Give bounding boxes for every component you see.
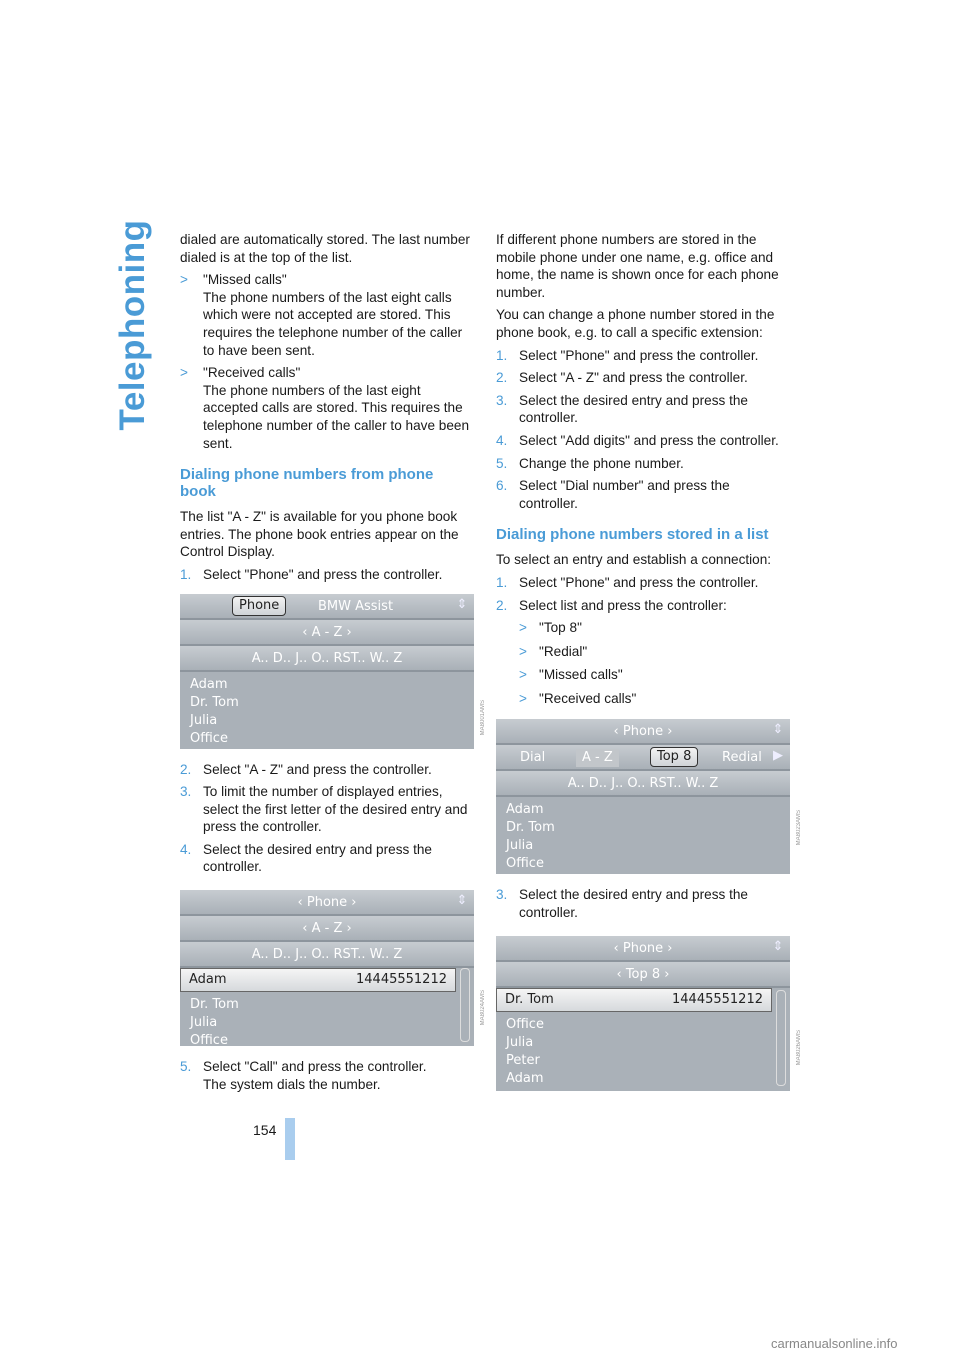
list-tabs <box>496 745 790 771</box>
list-item[interactable]: Julia <box>190 1015 218 1031</box>
entry-list <box>180 672 474 752</box>
step-5: 5. Select "Call" and press the controller. The system dials the number. <box>180 1059 427 1092</box>
title-bar: ‹ Phone › ⇕ <box>180 890 474 916</box>
right-para-2: You can change a phone number stored in the phone book, e.g. to call a specific extension: <box>496 307 775 340</box>
tab-a-z[interactable]: A - Z <box>576 749 619 767</box>
list-item[interactable]: Peter <box>506 1052 540 1068</box>
screen-phone-az <box>180 594 474 749</box>
edit-step-4: 4. Select "Add digits" and press the controller. <box>496 432 779 448</box>
left-column <box>180 231 472 1098</box>
arrow-right-icon[interactable]: ▶ <box>773 748 783 764</box>
watermark: carmanualsonline.info <box>771 1336 898 1351</box>
list-item[interactable]: Julia <box>506 838 534 854</box>
list-selector[interactable]: ‹ A - Z › <box>180 916 474 942</box>
edit-step-3: 3. Select the desired entry and press the controller. <box>496 392 748 426</box>
sub-redial: > "Redial" <box>519 643 588 659</box>
heading-stored-list: Dialing phone numbers stored in a list <box>496 526 769 544</box>
right-para-1: If different phone numbers are stored in the mobile phone under one name, e.g. office and home, the name is shown once for each phone number. <box>496 232 779 300</box>
list-item[interactable]: Adam <box>506 802 544 818</box>
title-bar: ‹ Phone › ⇕ <box>496 719 790 745</box>
phonebook-para: The list "A - Z" is available for you phone book entries. The phone book entries appear on the Control Display. <box>180 509 459 560</box>
chapter-title: Telephoning <box>113 219 152 431</box>
list-item[interactable]: Dr. Tom <box>506 820 555 836</box>
controller-icon: ⇕ <box>772 722 784 738</box>
list-item[interactable]: Julia <box>506 1034 534 1050</box>
list-selector[interactable]: ‹ A - Z › <box>180 620 474 646</box>
title-bar: ‹ Phone › ⇕ <box>496 936 790 962</box>
letter-bar[interactable]: A.. D.. J.. O.. RST.. W.. Z <box>180 646 474 672</box>
bullet-missed: > "Missed calls" The phone numbers of the last eight calls which were not accepted are stored. This requires the telephone number of the caller to have been sent. <box>180 272 463 358</box>
step-3: 3. To limit the number of displayed entries, select the first letter of the desired entry and press the controller. <box>180 784 468 835</box>
right-column <box>496 231 790 1103</box>
scrollbar[interactable] <box>460 968 470 1042</box>
tab-top8[interactable]: Top 8 <box>650 747 698 767</box>
list-item[interactable]: Office <box>506 856 544 872</box>
tab-phone[interactable]: Phone <box>232 596 286 616</box>
step-2: 2. Select "A - Z" and press the controller. <box>180 761 432 777</box>
sub-top8: > "Top 8" <box>519 620 582 636</box>
step-4: 4. Select the desired entry and press the controller. <box>180 841 432 875</box>
screen-phone-entry <box>180 890 474 1049</box>
bullet-received: > "Received calls" The phone numbers of the last eight accepted calls are stored. This requires the telephone number of the caller to have been sent. <box>180 365 470 451</box>
list-step-1: 1. Select "Phone" and press the controller. <box>496 574 759 590</box>
right-para-3: To select an entry and establish a connection: <box>496 552 772 568</box>
selected-entry[interactable]: Adam 14445551212 <box>180 968 456 992</box>
list-selector[interactable]: ‹ Top 8 › <box>496 962 790 988</box>
list-step-3: 3. Select the desired entry and press the controller. <box>496 887 748 921</box>
edit-step-1: 1. Select "Phone" and press the controller. <box>496 347 759 363</box>
page-number: 154 <box>253 1122 277 1138</box>
entry-list <box>180 992 474 1054</box>
intro-text: dialed are automatically stored. The last number dialed is at the top of the list. <box>180 232 470 265</box>
edit-step-5: 5. Change the phone number. <box>496 455 684 471</box>
scrollbar[interactable] <box>776 990 786 1086</box>
list-step-2: 2. Select list and press the controller: <box>496 597 727 613</box>
tab-dial[interactable]: Dial <box>520 750 546 766</box>
list-item[interactable]: Dr. Tom <box>190 694 239 710</box>
tab-redial[interactable]: Redial <box>722 750 762 766</box>
entry-list <box>496 797 790 877</box>
image-code: MA8001AMS <box>480 700 486 736</box>
list-item[interactable]: Adam <box>190 676 228 692</box>
edit-step-2: 2. Select "A - Z" and press the controller. <box>496 370 748 386</box>
controller-icon: ⇕ <box>772 938 784 954</box>
image-code: MA8026AMS <box>796 1030 802 1066</box>
image-code: MA8023AMS <box>796 810 802 846</box>
list-item[interactable]: Office <box>190 730 228 746</box>
list-item[interactable]: Office <box>506 1016 544 1032</box>
list-item[interactable]: Julia <box>190 712 218 728</box>
list-item[interactable]: Adam <box>506 1070 544 1086</box>
sub-received: > "Received calls" <box>519 690 637 706</box>
page-marker-bar <box>285 1118 295 1160</box>
entry-list <box>496 1012 790 1092</box>
list-item[interactable]: Office <box>190 1033 228 1049</box>
image-code: MA8024AMS <box>480 990 486 1026</box>
controller-icon: ⇕ <box>456 596 468 612</box>
list-item[interactable]: Dr. Tom <box>190 997 239 1013</box>
letter-bar[interactable]: A.. D.. J.. O.. RST.. W.. Z <box>180 942 474 968</box>
controller-icon: ⇕ <box>456 893 468 909</box>
tab-bar <box>180 594 474 620</box>
screen-phone-lists <box>496 719 790 874</box>
screen-top8-entry <box>496 936 790 1091</box>
sub-missed: > "Missed calls" <box>519 667 623 683</box>
edit-step-6: 6. Select "Dial number" and press the controller. <box>496 478 730 511</box>
step-1: 1. Select "Phone" and press the controller. <box>180 566 443 582</box>
selected-entry[interactable]: Dr. Tom 14445551212 <box>496 988 772 1012</box>
letter-bar[interactable]: A.. D.. J.. O.. RST.. W.. Z <box>496 771 790 797</box>
tab-bmw-assist[interactable]: BMW Assist <box>318 598 394 614</box>
heading-phone-book: Dialing phone numbers from phone book <box>180 466 434 501</box>
